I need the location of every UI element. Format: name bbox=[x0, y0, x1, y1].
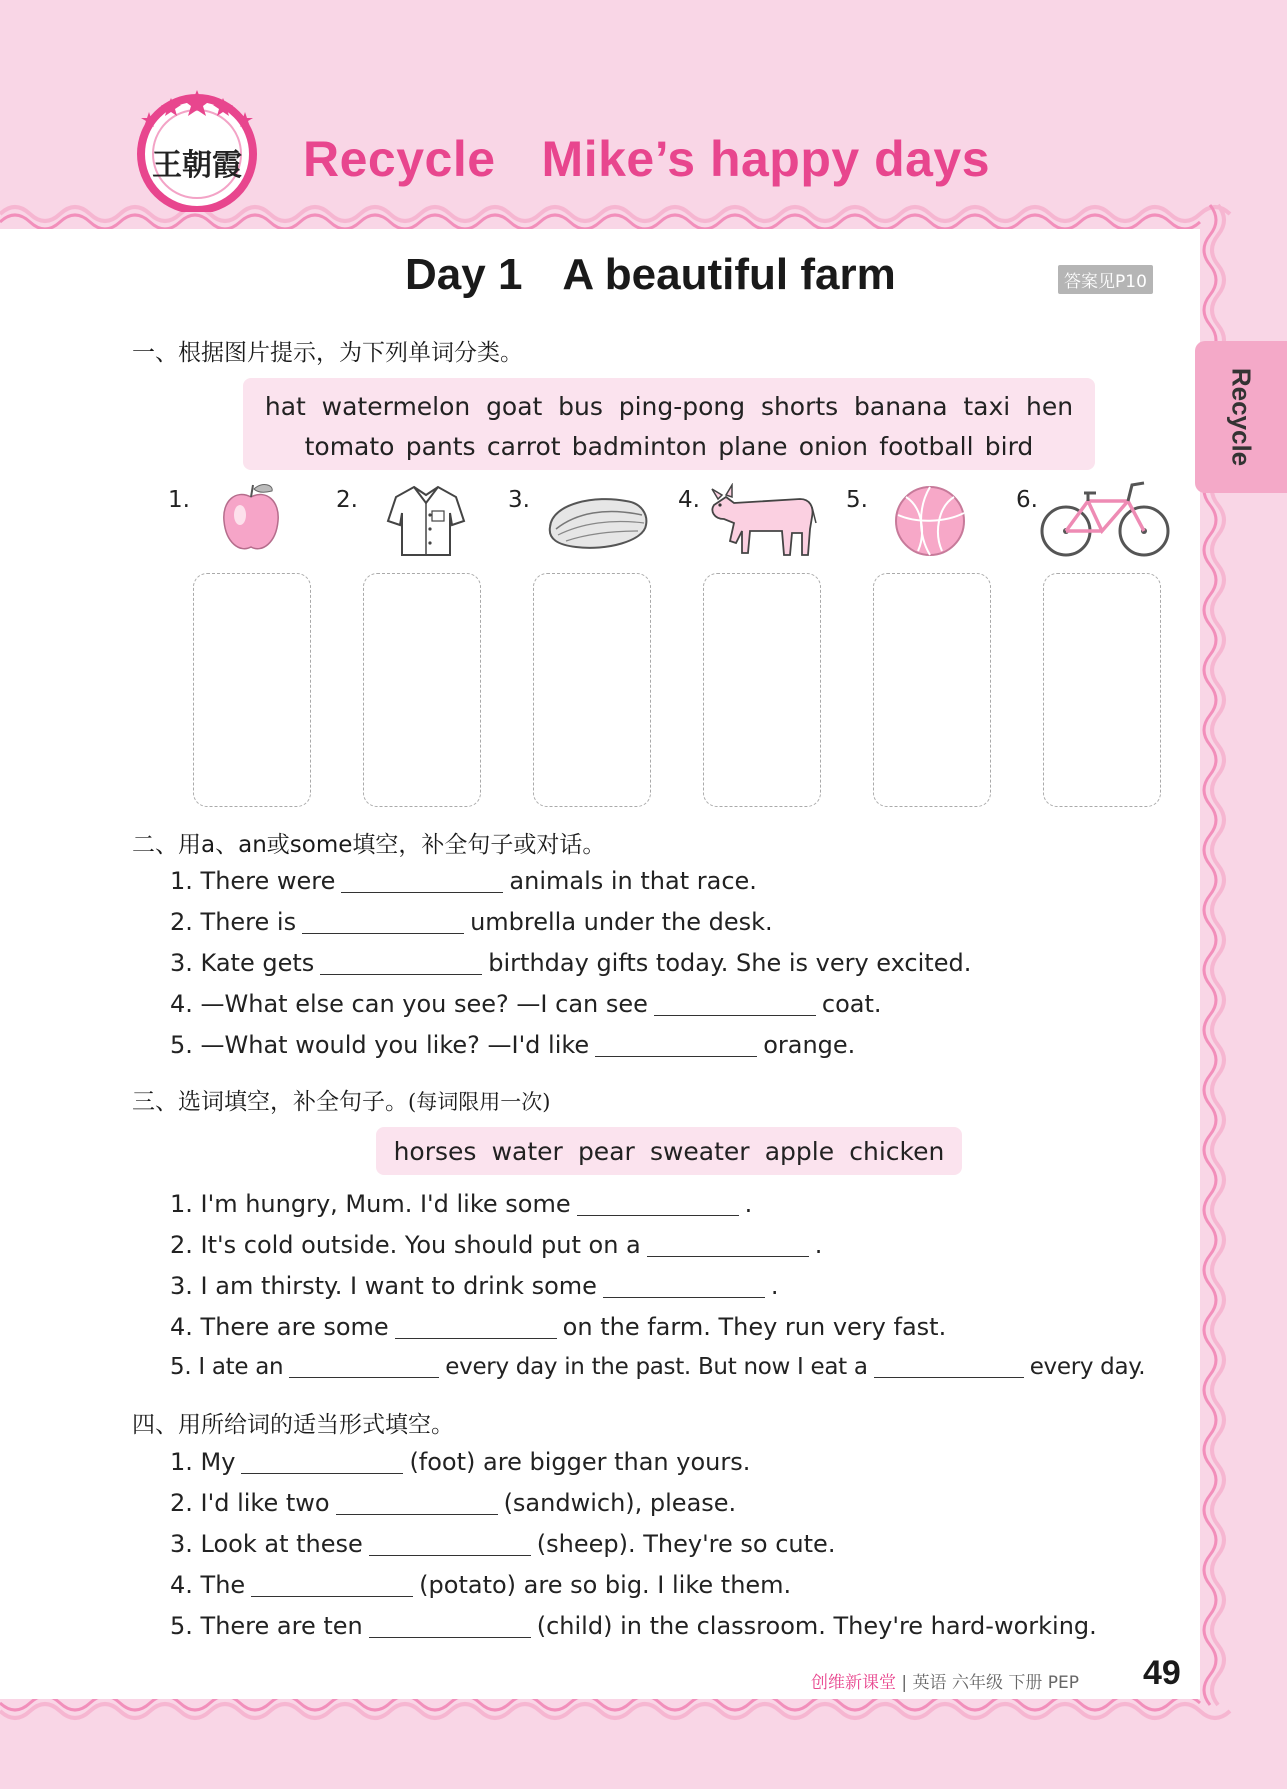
word-bank-item: ping-pong bbox=[618, 391, 746, 421]
section3-item-2: 2. It's cold outside. You should put on a . bbox=[170, 1231, 823, 1259]
blank[interactable] bbox=[302, 932, 464, 934]
word-bank-item: bus bbox=[558, 391, 603, 421]
answer-box-5[interactable] bbox=[873, 573, 991, 807]
section1-title: 一、根据图片提示，为下列单词分类。 bbox=[132, 340, 523, 366]
word-bank-item: horses bbox=[393, 1136, 477, 1166]
word-bank-item: pants bbox=[405, 431, 476, 461]
answer-box-4[interactable] bbox=[703, 573, 821, 807]
cabbage-icon bbox=[546, 493, 650, 553]
word-bank-item: onion bbox=[798, 431, 869, 461]
section3-note: (每词限用一次) bbox=[408, 1090, 551, 1114]
blank[interactable] bbox=[577, 1214, 739, 1216]
word-bank-item: tomato bbox=[304, 431, 395, 461]
answer-box-3[interactable] bbox=[533, 573, 651, 807]
logo-text: 王朝霞 bbox=[152, 148, 242, 183]
answer-box-2[interactable] bbox=[363, 573, 481, 807]
cow-icon bbox=[704, 483, 818, 559]
picture-number: 4. bbox=[678, 487, 700, 513]
brand-logo bbox=[135, 88, 259, 212]
section4-item-5: 5. There are ten (child) in the classroom. They're hard-working. bbox=[170, 1612, 1097, 1640]
word-bank-item: taxi bbox=[963, 391, 1011, 421]
lesson-name: A beautiful farm bbox=[562, 250, 896, 299]
footer-brand: 创维新课堂 bbox=[811, 1673, 896, 1693]
word-bank-item: carrot bbox=[486, 431, 561, 461]
word-bank-item: hat bbox=[264, 391, 306, 421]
picture-number: 1. bbox=[168, 487, 190, 513]
word-bank-item: goat bbox=[486, 391, 543, 421]
picture-number: 3. bbox=[508, 487, 530, 513]
word-bank-item: football bbox=[879, 431, 974, 461]
lesson-title bbox=[405, 250, 896, 300]
blank[interactable] bbox=[874, 1376, 1024, 1378]
section2-item-4: 4. —What else can you see? —I can see coat. bbox=[170, 990, 882, 1018]
bicycle-icon bbox=[1040, 475, 1170, 559]
section4-item-3: 3. Look at these (sheep). They're so cute. bbox=[170, 1530, 836, 1558]
shirt-icon bbox=[386, 483, 466, 559]
picture-row bbox=[168, 485, 1188, 575]
section3-word-bank bbox=[376, 1127, 962, 1175]
blank[interactable] bbox=[369, 1636, 531, 1638]
unit-title-part2: Mike’s happy days bbox=[541, 131, 991, 187]
section3-item-4: 4. There are some on the farm. They run very fast. bbox=[170, 1313, 947, 1341]
unit-title-part1: Recycle bbox=[303, 131, 496, 187]
word-bank-item: badminton bbox=[571, 431, 707, 461]
section4-item-2: 2. I'd like two (sandwich), please. bbox=[170, 1489, 737, 1517]
word-bank-item: bird bbox=[984, 431, 1034, 461]
blank[interactable] bbox=[320, 973, 482, 975]
blank[interactable] bbox=[241, 1472, 403, 1474]
lesson-day: Day 1 bbox=[405, 250, 523, 299]
word-bank-item: pear bbox=[577, 1136, 635, 1166]
unit-title bbox=[303, 130, 990, 188]
answer-box-1[interactable] bbox=[193, 573, 311, 807]
word-bank-item: apple bbox=[764, 1136, 835, 1166]
section3-item-5: 5. I ate an every day in the past. But now I eat a every day. bbox=[170, 1354, 1146, 1380]
section2-item-5: 5. —What would you like? —I'd like orange. bbox=[170, 1031, 856, 1059]
answer-box-6[interactable] bbox=[1043, 573, 1161, 807]
footer-info: 创维新课堂 | 英语 六年级 下册 PEP bbox=[811, 1673, 1080, 1693]
blank[interactable] bbox=[654, 1014, 816, 1016]
page-number: 49 bbox=[1143, 1654, 1181, 1692]
picture-number: 6. bbox=[1016, 487, 1038, 513]
section4-item-4: 4. The (potato) are so big. I like them. bbox=[170, 1571, 792, 1599]
blank[interactable] bbox=[336, 1513, 498, 1515]
section2-item-3: 3. Kate gets birthday gifts today. She is very excited. bbox=[170, 949, 972, 977]
blank[interactable] bbox=[395, 1337, 557, 1339]
section2-item-1: 1. There were animals in that race. bbox=[170, 867, 757, 895]
word-bank-item: shorts bbox=[760, 391, 839, 421]
word-bank-item: chicken bbox=[849, 1136, 945, 1166]
blank[interactable] bbox=[603, 1296, 765, 1298]
word-bank-item: plane bbox=[718, 431, 788, 461]
section3-title: 三、选词填空，补全句子。(每词限用一次) bbox=[132, 1089, 551, 1115]
side-tab bbox=[1195, 341, 1287, 493]
section4-item-1: 1. My (foot) are bigger than yours. bbox=[170, 1448, 751, 1476]
blank[interactable] bbox=[251, 1595, 413, 1597]
answer-reference: 答案见P10 bbox=[1058, 265, 1153, 294]
word-bank-item: sweater bbox=[649, 1136, 750, 1166]
section4-title: 四、用所给词的适当形式填空。 bbox=[132, 1412, 454, 1438]
section2-title: 二、用a、an或some填空，补全句子或对话。 bbox=[132, 832, 606, 858]
apple-icon bbox=[218, 481, 284, 555]
picture-number: 5. bbox=[846, 487, 868, 513]
word-bank-item: watermelon bbox=[321, 391, 471, 421]
section2-item-2: 2. There is umbrella under the desk. bbox=[170, 908, 773, 936]
section3-item-1: 1. I'm hungry, Mum. I'd like some . bbox=[170, 1190, 753, 1218]
ball-icon bbox=[892, 483, 968, 559]
blank[interactable] bbox=[369, 1554, 531, 1556]
word-bank-item: hen bbox=[1026, 391, 1074, 421]
blank[interactable] bbox=[289, 1376, 439, 1378]
blank[interactable] bbox=[595, 1055, 757, 1057]
blank[interactable] bbox=[647, 1255, 809, 1257]
blank[interactable] bbox=[341, 891, 503, 893]
section1-word-bank bbox=[243, 378, 1095, 470]
picture-number: 2. bbox=[336, 487, 358, 513]
footer-details: 英语 六年级 下册 PEP bbox=[912, 1673, 1080, 1693]
section3-item-3: 3. I am thirsty. I want to drink some . bbox=[170, 1272, 779, 1300]
word-bank-item: water bbox=[491, 1136, 563, 1166]
side-tab-label: Recycle bbox=[1226, 367, 1257, 467]
word-bank-item: banana bbox=[854, 391, 948, 421]
